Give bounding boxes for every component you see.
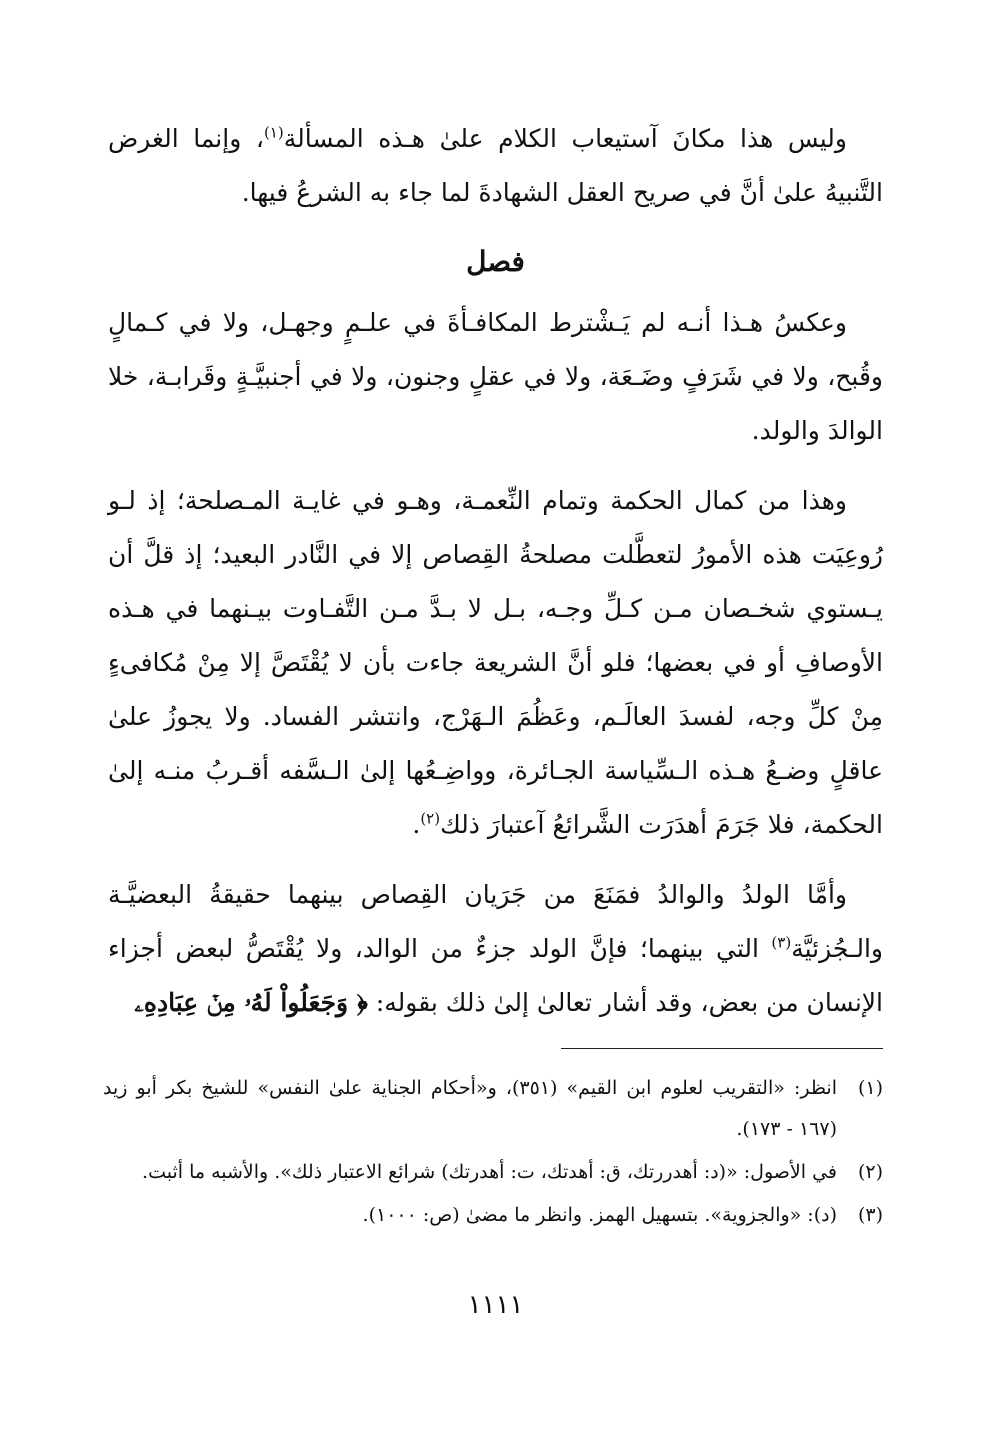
footnote-ref-2[interactable]: (٢) bbox=[420, 809, 441, 828]
paragraph-1-text: وليس هذا مكانَ آستيعاب الكلام علىٰ هـذه المسألة bbox=[283, 124, 848, 153]
paragraph-gap bbox=[108, 852, 883, 868]
paragraph-4 bbox=[108, 868, 883, 1030]
footnote-3 bbox=[103, 1195, 883, 1236]
paragraph-4-text: وأمَّا الولدُ والوالدُ فمَنَعَ من جَرَيان القِصاص بينهما حقيقةُ البعضيَّـة والـجُزئيَّة bbox=[108, 880, 883, 963]
footnote-text: (د): «والجزوية». بتسهيل الهمز. وانظر ما مضىٰ (ص: ١٠٠٠). bbox=[362, 1204, 837, 1226]
paragraph-gap bbox=[108, 458, 883, 474]
paragraph-4-text-middle: التي بينهما؛ فإنَّ الولد جزءٌ من الوالد، ولا يُقْتَصُّ لبعض أجزاء الإنسان من بعض، وقد أشار تعالىٰ إلىٰ ذلك بقوله: bbox=[108, 934, 883, 1017]
paragraph-2: وعكسُ هـذا أنـه لم يَـشْترط المكافـأةَ في علـمٍ وجهـل، ولا في كـمالٍ وقُبح، ولا في شَرَفٍ وضَـعَة، ولا في عقلٍ وجنون، ولا في أجنبيَّـةٍ وقَرابـة، خلا الوالدَ والولد. bbox=[108, 308, 883, 445]
footnote-number: (٣) bbox=[857, 1204, 883, 1226]
footnote-number: (٢) bbox=[857, 1161, 883, 1183]
footnote-1 bbox=[103, 1068, 883, 1150]
footnote-number: (١) bbox=[857, 1077, 883, 1099]
footnotes bbox=[103, 1068, 883, 1238]
paragraph-3-text-end: . bbox=[412, 810, 421, 839]
footnote-text: انظر: «التقريب لعلوم ابن القيم» (٣٥١)، و«أحكام الجناية علىٰ النفس» للشيخ بكر أبو زيد (١٦٧ - ١٧٣). bbox=[103, 1077, 837, 1140]
footnote-2 bbox=[103, 1152, 883, 1193]
main-text bbox=[108, 112, 883, 1030]
section-heading: فصل bbox=[466, 245, 525, 278]
paragraph-1 bbox=[108, 112, 883, 220]
footnote-ref-3[interactable]: (٣) bbox=[771, 933, 792, 952]
footnote-text: في الأصول: «(د: أهدررتك، ق: أهدتك، ت: أهدرتك) شرائع الاعتبار ذلك». والأشبه ما أثبت. bbox=[142, 1161, 837, 1183]
paragraph-1-text-end: ، وإنما الغرض التَّنبيهُ علىٰ أنَّ في صريح العقل الشهادةَ لما جاء به الشرعُ فيها. bbox=[108, 124, 883, 207]
paragraph-3-text: وهذا من كمال الحكمة وتمام النِّعمـة، وهـو في غايـة المـصلحة؛ إذ لـو رُوعِيَت هذه الأمورُ لتعطَّلت مصلحةُ القِصاص إلا في النَّادر البعيد؛ إذ قلَّ أن يـستوي شخـصان مـن كـلِّ وجـه، بـل لا بـدَّ مـن التَّفـاوت بيـنهما في هـذه الأوصافِ أو في بعضها؛ فلو أنَّ الشريعة جاءت بأن لا يُقْتَصَّ إلا مِنْ مُكافىءٍ مِنْ كلِّ وجه، لفسدَ العالَـم، وعَظُمَ الـهَرْج، وانتشر الفساد. ولا يجوزُ علىٰ عاقلٍ وضـعُ هـذه الـسِّياسة الجـائرة، وواضِـعُها إلىٰ الـسَّفه أقـربُ منـه إلىٰ الحكمة، فلا جَرَمَ أهدَرَت الشَّرائعُ آعتبارَ ذلك bbox=[108, 486, 883, 839]
footnote-ref-1[interactable]: (١) bbox=[263, 123, 284, 142]
paragraph-3 bbox=[108, 474, 883, 852]
footnote-separator bbox=[561, 1048, 883, 1049]
quran-verse: ﴿ وَجَعَلُواْ لَهُۥ مِنۡ عِبَادِهِۦ bbox=[134, 988, 368, 1017]
page-number: ١١١١ bbox=[467, 1290, 524, 1320]
